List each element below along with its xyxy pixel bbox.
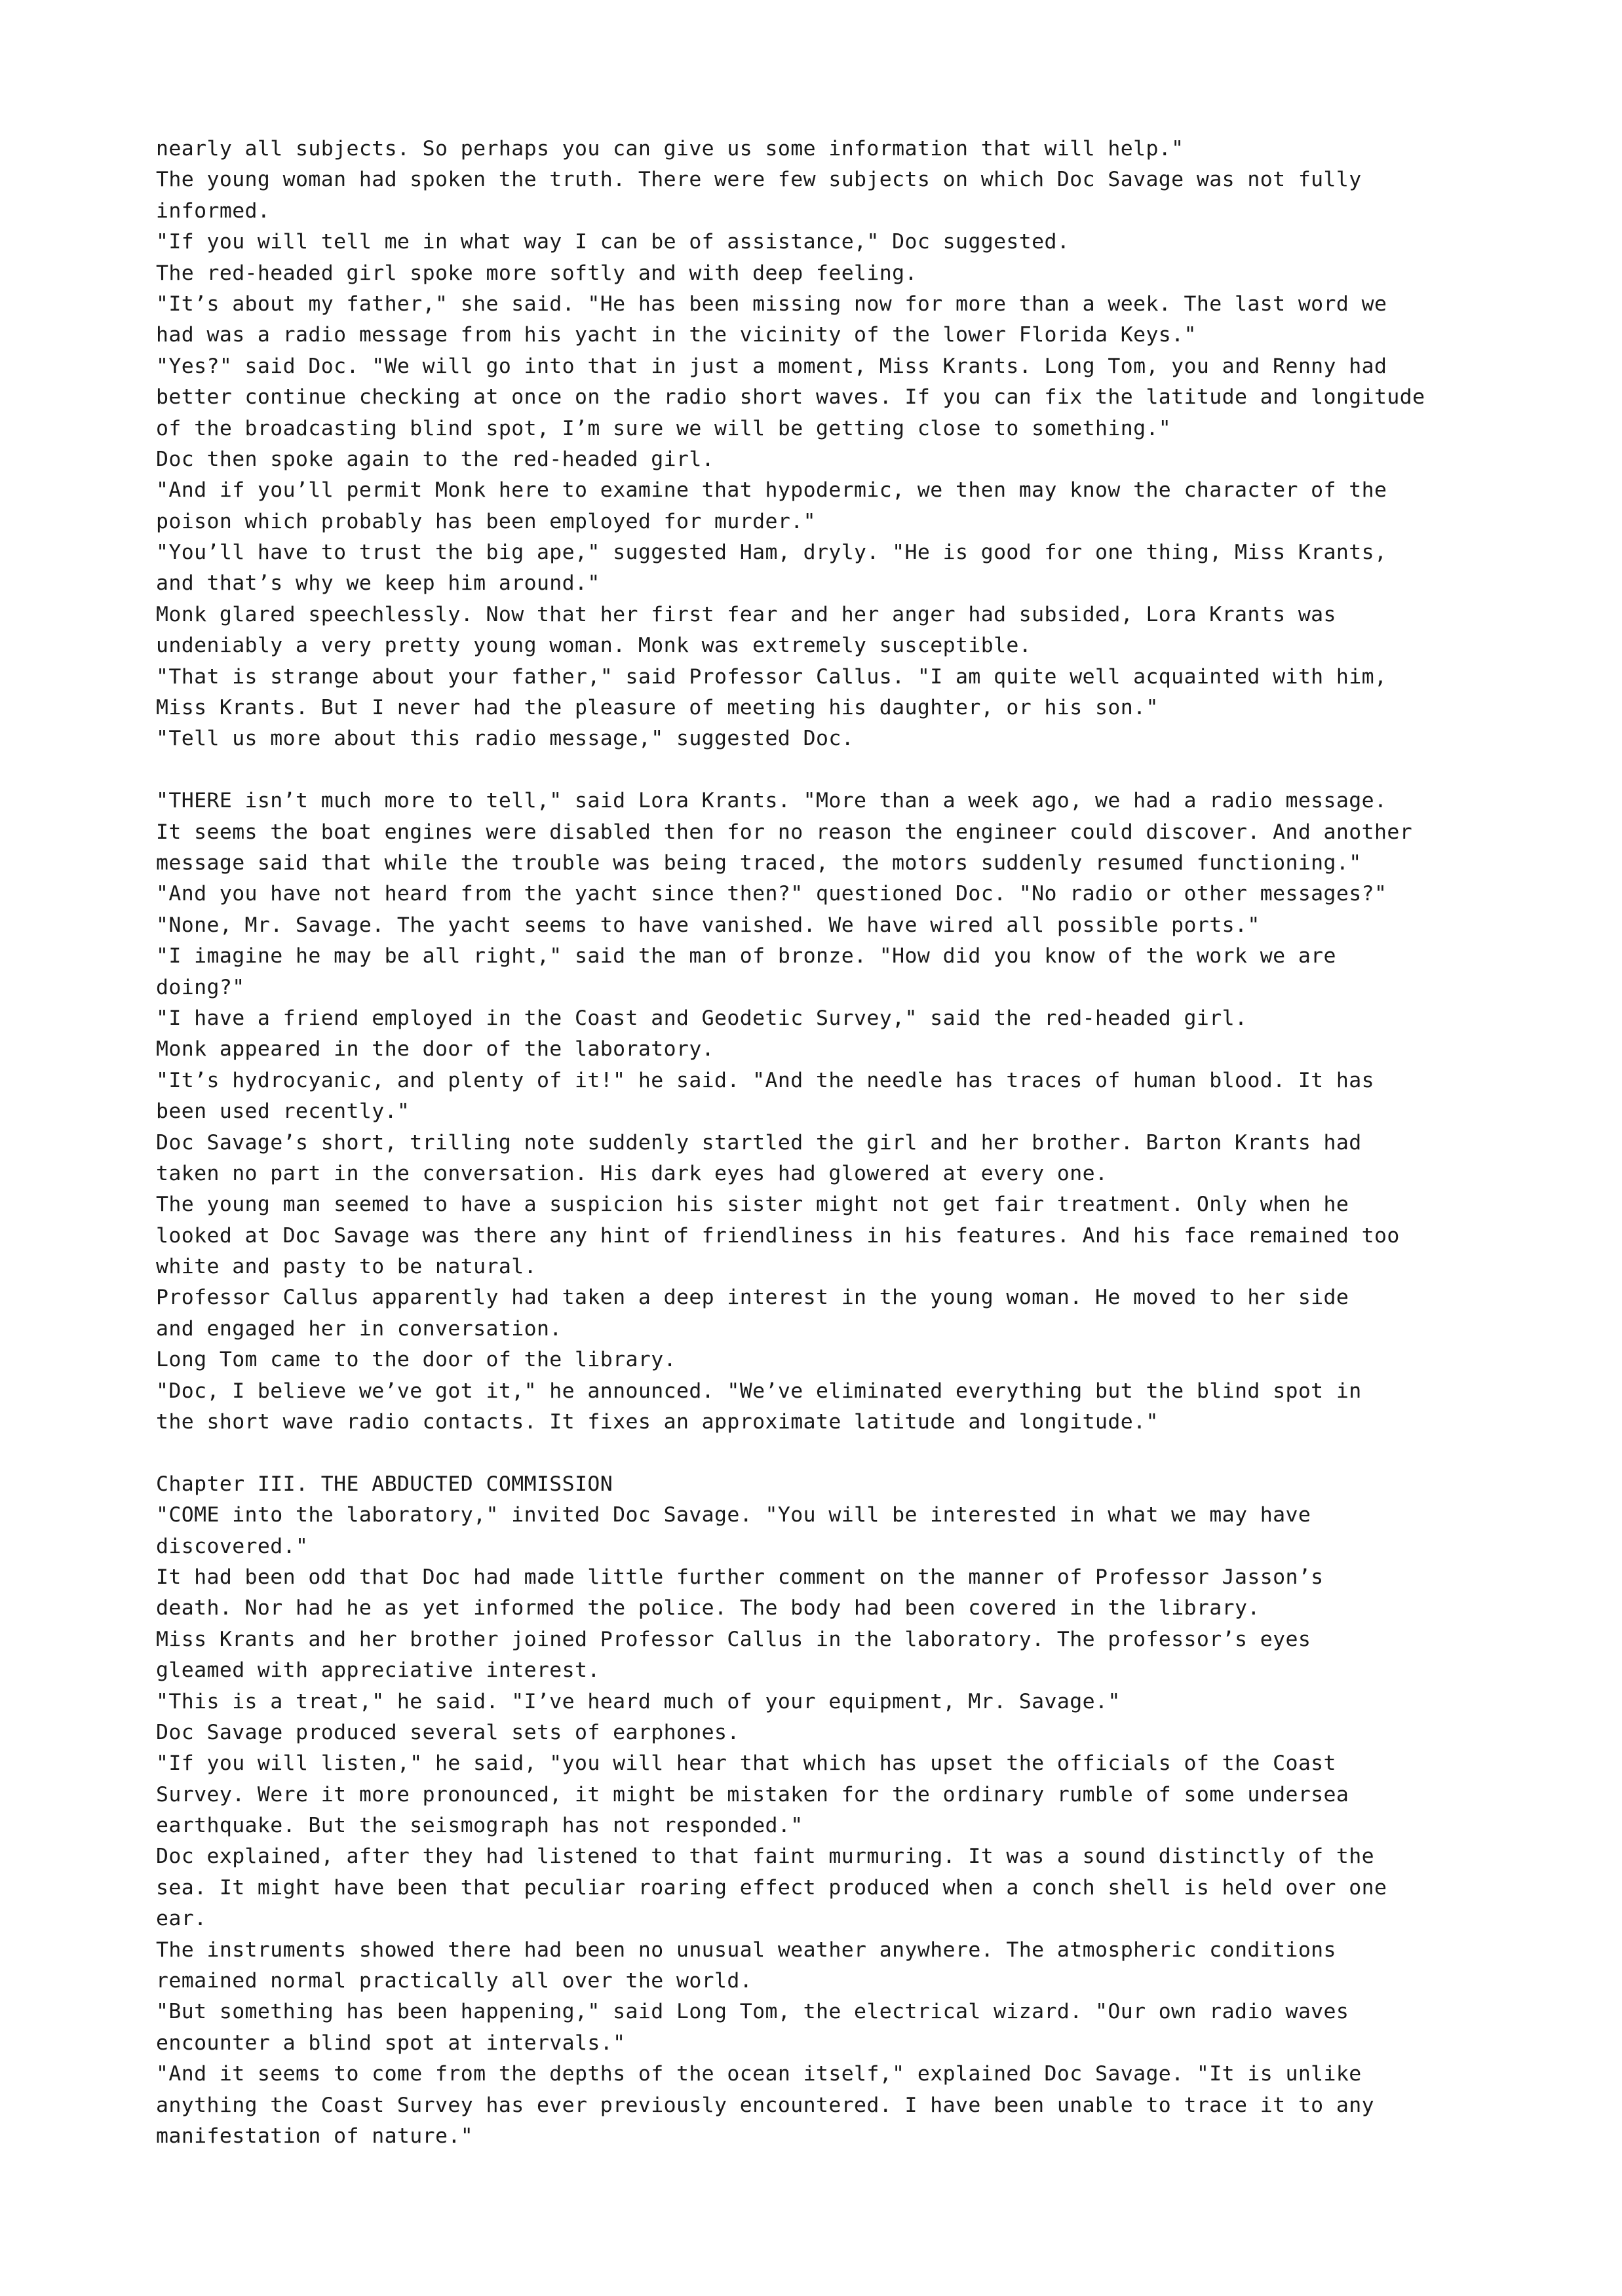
text-line: "None, Mr. Savage. The yacht seems to have vanished. We have wired all possible ports." xyxy=(156,913,1260,937)
text-line: informed. xyxy=(156,199,271,223)
text-line: discovered." xyxy=(156,1534,309,1558)
text-line: "And if you’ll permit Monk here to examine that hypodermic, we then may know the character of the xyxy=(156,478,1387,503)
text-line: "Doc, I believe we’ve got it," he announced. "We’ve eliminated everything but the blind spot in xyxy=(156,1379,1362,1403)
text-line: "Yes?" said Doc. "We will go into that in just a moment, Miss Krants. Long Tom, you and Renny had xyxy=(156,354,1387,378)
text-line: Doc Savage produced several sets of earphones. xyxy=(156,1720,740,1744)
text-line: "I imagine he may be all right," said the man of bronze. "How did you know of the work we are xyxy=(156,944,1336,968)
text-line: Long Tom came to the door of the library. xyxy=(156,1348,676,1372)
text-line: "And it seems to come from the depths of the ocean itself," explained Doc Savage. "It is unlike xyxy=(156,2062,1362,2086)
text-line: Miss Krants and her brother joined Professor Callus in the laboratory. The professor’s eyes xyxy=(156,1627,1311,1651)
text-line: Professor Callus apparently had taken a deep interest in the young woman. He moved to her side xyxy=(156,1286,1349,1310)
text-line: "You’ll have to trust the big ape," suggested Ham, dryly. "He is good for one thing, Miss Krants, xyxy=(156,541,1387,565)
text-line: looked at Doc Savage was there any hint of friendliness in his features. And his face remained too xyxy=(156,1223,1400,1248)
document-body xyxy=(156,134,1506,2152)
text-line: "It’s hydrocyanic, and plenty of it!" he said. "And the needle has traces of human blood. It has xyxy=(156,1068,1375,1092)
text-line: taken no part in the conversation. His dark eyes had glowered at every one. xyxy=(156,1161,1108,1185)
text-line: ear. xyxy=(156,1907,207,1931)
text-line: Doc then spoke again to the red-headed girl. xyxy=(156,447,715,471)
text-line: Survey. Were it more pronounced, it might be mistaken for the ordinary rumble of some undersea xyxy=(156,1782,1349,1807)
text-line: It had been odd that Doc had made little further comment on the manner of Professor Jasson’s xyxy=(156,1565,1324,1589)
text-line: "THERE isn’t much more to tell," said Lora Krants. "More than a week ago, we had a radio message. xyxy=(156,789,1387,813)
text-line: manifestation of nature." xyxy=(156,2124,474,2148)
text-line: sea. It might have been that peculiar roaring effect produced when a conch shell is held over one xyxy=(156,1875,1387,1900)
text-line: Doc Savage’s short, trilling note suddenly startled the girl and her brother. Barton Krants had xyxy=(156,1130,1362,1155)
text-line: "COME into the laboratory," invited Doc Savage. "You will be interested in what we may have xyxy=(156,1503,1311,1527)
text-line: "If you will listen," he said, "you will hear that which has upset the officials of the Coast xyxy=(156,1751,1336,1776)
text-line: nearly all subjects. So perhaps you can give us some information that will help." xyxy=(156,137,1184,161)
text-line: "If you will tell me in what way I can be of assistance," Doc suggested. xyxy=(156,230,1070,254)
text-line: the short wave radio contacts. It fixes an approximate latitude and longitude." xyxy=(156,1410,1159,1434)
text-line: The young man seemed to have a suspicion his sister might not get fair treatment. Only when he xyxy=(156,1193,1349,1217)
text-line: "I have a friend employed in the Coast and Geodetic Survey," said the red-headed girl. xyxy=(156,1006,1248,1030)
text-line: The young woman had spoken the truth. There were few subjects on which Doc Savage was not fully xyxy=(156,168,1362,192)
text-line: "This is a treat," he said. "I’ve heard much of your equipment, Mr. Savage." xyxy=(156,1689,1121,1713)
text-line: The red-headed girl spoke more softly and with deep feeling. xyxy=(156,261,917,285)
chapter-heading: Chapter III. THE ABDUCTED COMMISSION xyxy=(156,1472,613,1496)
text-line: had was a radio message from his yacht in the vicinity of the lower Florida Keys." xyxy=(156,323,1197,347)
text-line: "It’s about my father," she said. "He has been missing now for more than a week. The last word we xyxy=(156,292,1387,316)
text-line: doing?" xyxy=(156,975,245,999)
text-line: "But something has been happening," said Long Tom, the electrical wizard. "Our own radio waves xyxy=(156,2000,1349,2024)
text-line: of the broadcasting blind spot, I’m sure we will be getting close to something." xyxy=(156,416,1172,440)
text-line: white and pasty to be natural. xyxy=(156,1255,537,1279)
text-line: and that’s why we keep him around." xyxy=(156,571,600,596)
text-line: better continue checking at once on the radio short waves. If you can fix the latitude and longitude xyxy=(156,385,1425,410)
text-line: Miss Krants. But I never had the pleasure of meeting his daughter, or his son." xyxy=(156,696,1159,720)
text-line: encounter a blind spot at intervals." xyxy=(156,2031,626,2055)
text-line: Monk glared speechlessly. Now that her first fear and her anger had subsided, Lora Krants was xyxy=(156,602,1336,626)
text-line: It seems the boat engines were disabled then for no reason the engineer could discover. And another xyxy=(156,820,1413,844)
text-line: been used recently." xyxy=(156,1100,410,1124)
text-line: anything the Coast Survey has ever previously encountered. I have been unable to trace it to any xyxy=(156,2093,1375,2117)
text-line: gleamed with appreciative interest. xyxy=(156,1658,600,1683)
text-line: Doc explained, after they had listened to that faint murmuring. It was a sound distinctly of the xyxy=(156,1845,1375,1869)
text-line: undeniably a very pretty young woman. Monk was extremely susceptible. xyxy=(156,634,1032,658)
text-line: remained normal practically all over the world. xyxy=(156,1969,753,1993)
text-line: earthquake. But the seismograph has not responded." xyxy=(156,1814,803,1838)
text-line: Monk appeared in the door of the laboratory. xyxy=(156,1037,715,1062)
text-line: "Tell us more about this radio message," suggested Doc. xyxy=(156,727,855,751)
text-line: "And you have not heard from the yacht since then?" questioned Doc. "No radio or other messages?" xyxy=(156,882,1387,906)
text-line: poison which probably has been employed for murder." xyxy=(156,509,816,533)
text-line: message said that while the trouble was being traced, the motors suddenly resumed functioning." xyxy=(156,851,1362,875)
blank-line xyxy=(156,1438,1506,1468)
text-line: The instruments showed there had been no unusual weather anywhere. The atmospheric conditions xyxy=(156,1938,1336,1962)
blank-line xyxy=(156,755,1506,786)
text-line: death. Nor had he as yet informed the police. The body had been covered in the library. xyxy=(156,1596,1260,1620)
text-line: "That is strange about your father," said Professor Callus. "I am quite well acquainted with him, xyxy=(156,664,1387,689)
text-line: and engaged her in conversation. xyxy=(156,1316,562,1341)
